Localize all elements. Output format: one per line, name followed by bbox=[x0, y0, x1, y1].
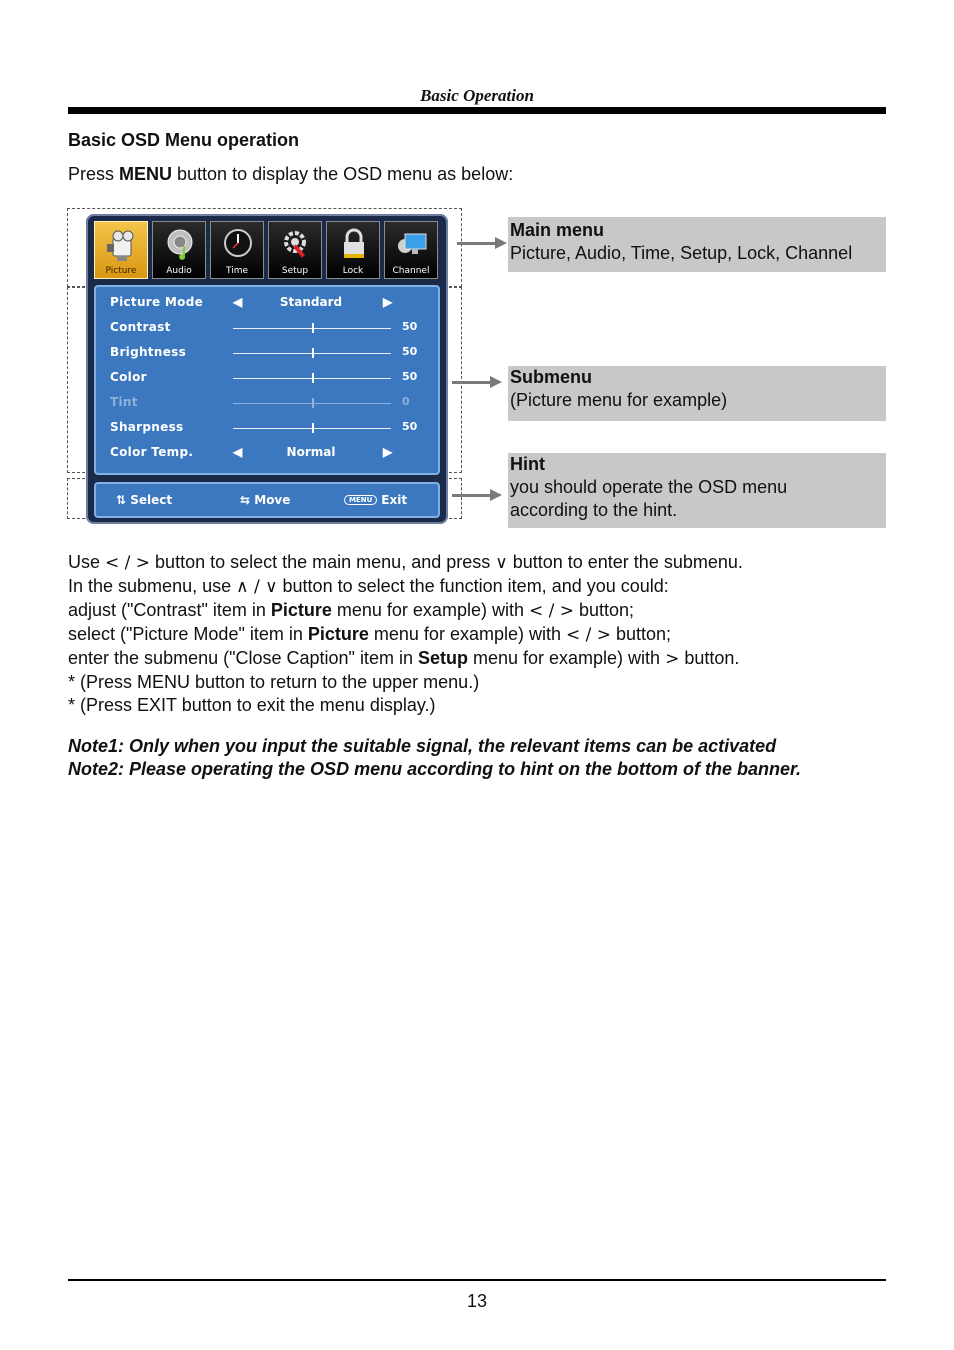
left-right-chevron-icon: < / > bbox=[565, 625, 612, 645]
submenu-arrow bbox=[452, 381, 492, 384]
clock-icon bbox=[223, 228, 253, 262]
instruction-line: adjust ("Contrast" item in Picture menu for example) with < / > button; bbox=[68, 600, 635, 621]
slider-knob[interactable] bbox=[312, 323, 314, 333]
tab-label: Setup bbox=[281, 266, 309, 276]
tab-label: Channel bbox=[392, 266, 430, 276]
menu-row-picture-mode[interactable]: Picture Mode ◀ Standard ▶ bbox=[110, 295, 393, 309]
hint-move: ⇆ Move bbox=[240, 493, 291, 507]
wrench-gear-icon bbox=[281, 228, 311, 262]
footer-rule bbox=[68, 1279, 886, 1281]
camera-icon bbox=[107, 228, 137, 262]
right-arrow-icon[interactable]: ▶ bbox=[383, 445, 393, 459]
monitor-icon bbox=[397, 228, 427, 262]
slider-knob[interactable] bbox=[312, 348, 314, 358]
header-title: Basic Operation bbox=[420, 86, 534, 105]
slider-value: 50 bbox=[402, 370, 418, 383]
left-right-icon: ⇆ bbox=[240, 493, 251, 507]
tab-channel[interactable] bbox=[384, 221, 438, 279]
hint-arrow bbox=[452, 494, 492, 497]
chevron-right-icon: > bbox=[665, 649, 680, 669]
instruction-line: Use < / > button to select the main menu, and press ∨ button to enter the submenu. bbox=[68, 552, 743, 573]
option-value: Standard bbox=[279, 295, 343, 309]
chevron-down-icon: ∨ bbox=[495, 553, 508, 573]
instruction-line: select ("Picture Mode" item in Picture menu for example) with < / > button; bbox=[68, 624, 672, 645]
hint-arrowhead bbox=[490, 489, 502, 501]
note-1: Note1: Only when you input the suitable signal, the relevant items can be activated bbox=[68, 736, 777, 756]
lock-icon bbox=[339, 228, 369, 262]
page-number: 13 bbox=[466, 1291, 488, 1311]
note-2: Note2: Please operating the OSD menu according to hint on the bottom of the banner. bbox=[68, 759, 802, 779]
left-arrow-icon[interactable]: ◀ bbox=[233, 295, 243, 309]
slider-knob bbox=[312, 398, 314, 408]
main-menu-tabs bbox=[92, 221, 442, 280]
slider-value: 50 bbox=[402, 320, 418, 333]
tab-label: Picture bbox=[105, 266, 137, 276]
tab-lock[interactable] bbox=[326, 221, 380, 279]
left-arrow-icon[interactable]: ◀ bbox=[233, 445, 243, 459]
instruction-line: * (Press MENU button to return to the upper menu.) bbox=[68, 672, 480, 692]
tab-label: Audio bbox=[166, 266, 192, 276]
osd-hint-bar bbox=[94, 482, 440, 518]
instruction-line: enter the submenu ("Close Caption" item in Setup menu for example) with > button. bbox=[68, 648, 740, 669]
hint-exit: MENU Exit bbox=[344, 493, 407, 507]
section-title: Basic OSD Menu operation bbox=[68, 130, 300, 150]
notes bbox=[68, 735, 801, 781]
menu-row-brightness[interactable]: Brightness 50 bbox=[110, 345, 418, 359]
instructions bbox=[68, 551, 898, 717]
header-rule bbox=[68, 107, 886, 114]
slider-knob[interactable] bbox=[312, 423, 314, 433]
main-menu-arrow bbox=[457, 242, 497, 245]
tab-time[interactable] bbox=[210, 221, 264, 279]
tab-label: Lock bbox=[342, 266, 364, 276]
option-value: Normal bbox=[286, 445, 336, 459]
menu-key-icon: MENU bbox=[344, 495, 377, 505]
up-down-chevron-icon: ∧ / ∨ bbox=[236, 577, 278, 597]
menu-row-sharpness[interactable]: Sharpness 50 bbox=[110, 420, 418, 434]
main-menu-arrowhead bbox=[495, 237, 507, 249]
instruction-line: * (Press EXIT button to exit the menu display.) bbox=[68, 695, 436, 715]
tab-picture[interactable] bbox=[94, 221, 148, 279]
menu-row-color-temp[interactable]: Color Temp. ◀ Normal ▶ bbox=[110, 445, 393, 459]
hint-callout: Hint you should operate the OSD menu according to the hint. bbox=[508, 453, 886, 528]
left-right-chevron-icon: < / > bbox=[528, 601, 574, 621]
hint-select: ⇅ Select bbox=[116, 493, 173, 507]
left-right-chevron-icon: < / > bbox=[105, 553, 151, 573]
instruction-line: In the submenu, use ∧ / ∨ button to select the function item, and you could: bbox=[68, 576, 669, 597]
submenu-callout: Submenu (Picture menu for example) bbox=[508, 366, 886, 421]
intro-text: Press MENU button to display the OSD menu as below: bbox=[68, 164, 514, 184]
slider-value: 0 bbox=[402, 395, 410, 408]
picture-submenu bbox=[94, 285, 440, 475]
slider-value: 50 bbox=[402, 420, 418, 433]
tab-setup[interactable] bbox=[268, 221, 322, 279]
tab-label: Time bbox=[225, 266, 249, 276]
menu-row-color[interactable]: Color 50 bbox=[110, 370, 418, 384]
main-menu-callout: Main menu Picture, Audio, Time, Setup, Lock, Channel bbox=[508, 217, 886, 272]
slider-value: 50 bbox=[402, 345, 418, 358]
right-arrow-icon[interactable]: ▶ bbox=[383, 295, 393, 309]
menu-row-tint: Tint 0 bbox=[110, 395, 410, 409]
tab-audio[interactable] bbox=[152, 221, 206, 279]
menu-row-contrast[interactable]: Contrast 50 bbox=[110, 320, 418, 334]
slider-knob[interactable] bbox=[312, 373, 314, 383]
speaker-icon bbox=[165, 228, 195, 262]
submenu-arrowhead bbox=[490, 376, 502, 388]
up-down-icon: ⇅ bbox=[116, 493, 127, 507]
